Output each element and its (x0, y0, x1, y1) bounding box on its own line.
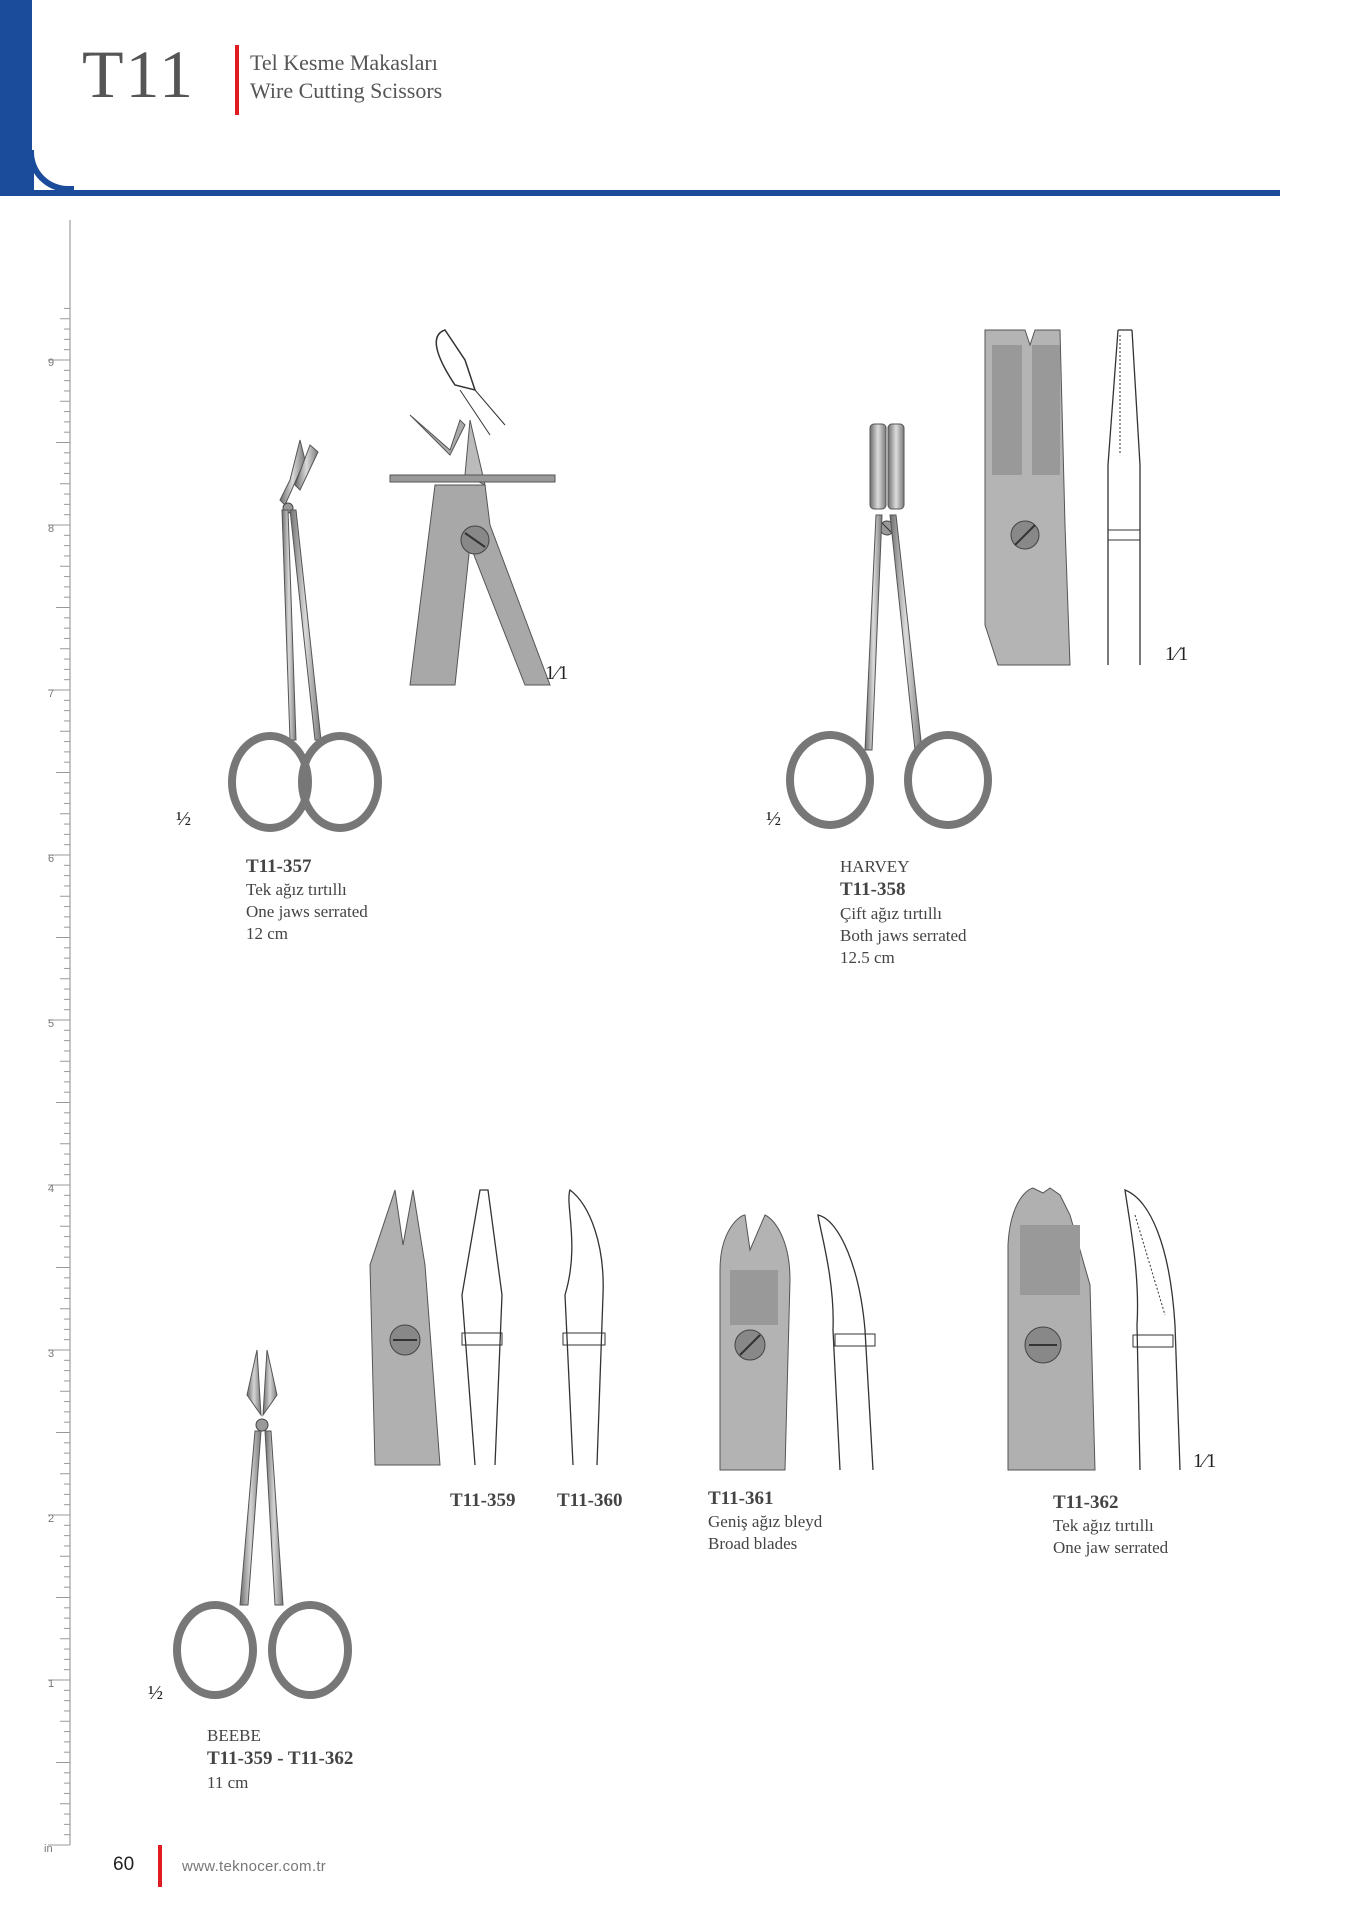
scale-label-t11-357-main: ½ (176, 808, 191, 830)
product-code-t11-357: T11-357 (246, 856, 312, 877)
product-desc-tr-t11-362: Tek ağız tırtıllı (1053, 1516, 1154, 1535)
product-code-t11-358: T11-358 (840, 879, 906, 900)
section-title-tr: Tel Kesme Makasları (250, 50, 438, 75)
scissors-t11-357-image (190, 430, 400, 840)
scale-label-t11-358-main: ½ (766, 808, 781, 830)
ruler-label-3: 3 (48, 1348, 55, 1360)
product-code-t11-360: T11-360 (557, 1490, 623, 1511)
page-number: 60 (113, 1854, 135, 1875)
product-desc-tr-t11-358: Çift ağız tırtıllı (840, 904, 942, 923)
product-desc-tr-t11-361: Geniş ağız bleyd (708, 1512, 823, 1531)
tips-t11-361-image (715, 1210, 895, 1472)
product-desc-en-t11-361: Broad blades (708, 1534, 798, 1553)
header-blue-rule (0, 190, 1280, 196)
ruler-label-1: 1 (48, 1678, 55, 1690)
ruler-ticks (40, 215, 76, 1855)
scissors-t11-358-detail (980, 325, 1160, 670)
ruler-label-2: 2 (48, 1513, 55, 1525)
header-red-divider (235, 45, 239, 115)
scissors-beebe-image (165, 1345, 365, 1715)
footer-website-link[interactable]: www.teknocer.com.tr (182, 1858, 327, 1875)
product-size-t11-357: 12 cm (246, 924, 289, 943)
ruler-label-inch: in (44, 1843, 53, 1855)
footer-red-divider (158, 1845, 162, 1887)
product-desc-tr-t11-357: Tek ağız tırtıllı (246, 880, 347, 899)
product-desc-en-t11-358: Both jaws serrated (840, 926, 967, 945)
ruler-label-9: 9 (48, 357, 55, 369)
scale-label-t11-357-detail: 1⁄1 (545, 662, 569, 684)
header-blue-curve (28, 150, 74, 192)
tips-t11-362-image (1005, 1185, 1205, 1473)
ruler-label-5: 5 (48, 1018, 55, 1030)
scale-label-beebe-main: ½ (148, 1682, 163, 1704)
scissors-t11-357-detail (390, 325, 560, 685)
section-title-en: Wire Cutting Scissors (250, 78, 443, 103)
ruler-label-4: 4 (48, 1183, 55, 1195)
scissors-t11-358-image (780, 420, 1000, 830)
product-name-harvey: HARVEY (840, 857, 910, 876)
scale-label-t11-362-detail: 1⁄1 (1193, 1450, 1217, 1472)
ruler-label-7: 7 (48, 688, 55, 700)
product-name-beebe: BEEBE (207, 1726, 261, 1745)
product-code-t11-362: T11-362 (1053, 1492, 1119, 1513)
scale-label-t11-358-detail: 1⁄1 (1165, 643, 1189, 665)
inch-ruler (40, 215, 76, 1855)
tips-t11-359-t11-360-image (365, 1185, 645, 1470)
product-code-t11-359: T11-359 (450, 1490, 516, 1511)
product-size-beebe: 11 cm (207, 1773, 249, 1792)
product-desc-en-t11-357: One jaws serrated (246, 902, 368, 921)
ruler-label-8: 8 (48, 523, 55, 535)
product-size-t11-358: 12.5 cm (840, 948, 895, 967)
product-code-beebe-range: T11-359 - T11-362 (207, 1748, 354, 1769)
product-code-t11-361: T11-361 (708, 1488, 774, 1509)
section-code: T11 (82, 36, 196, 112)
product-desc-en-t11-362: One jaw serrated (1053, 1538, 1169, 1557)
ruler-label-6: 6 (48, 853, 55, 865)
